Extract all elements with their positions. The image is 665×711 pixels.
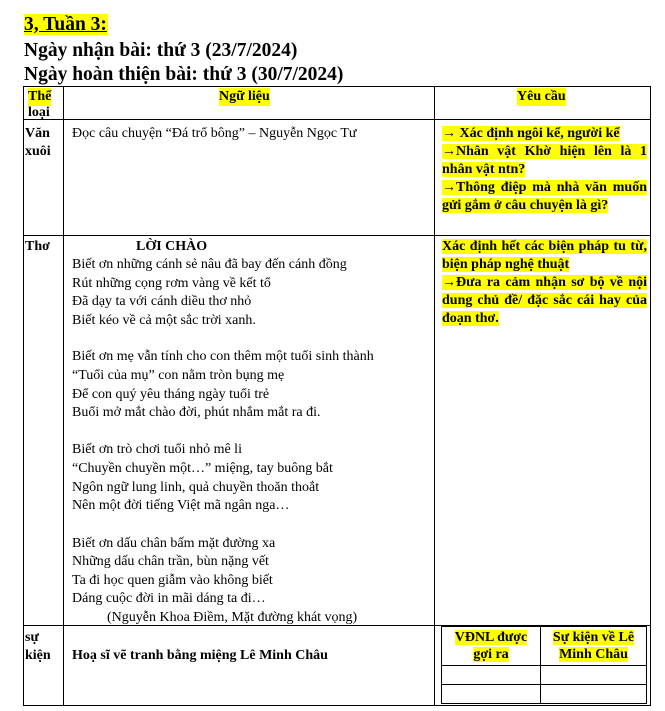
poem-line: Ngôn ngữ lung linh, quả chuyền thoăn thoắt	[72, 480, 320, 495]
poem-line: Dáng cuộc đời in mãi dáng ta đi…	[72, 591, 266, 606]
requirement-item: →Đưa ra cảm nhận sơ bộ về nội dung chủ đề/ đặc sắc cái hay của đoạn thơ.	[442, 275, 647, 326]
genre-poem: Thơ	[25, 239, 50, 254]
poem-line: “Chuyền chuyền một…” miệng, tay buông bắt	[72, 461, 333, 476]
col-header-requirement: Yêu cầu	[517, 89, 566, 104]
week-heading: 3, Tuần 3:	[24, 14, 107, 35]
table-border-left	[23, 86, 24, 706]
table-row-divider	[23, 119, 650, 120]
genre-prose-line2: xuôi	[25, 144, 51, 159]
poem-title: LỜI CHÀO	[136, 239, 208, 254]
requirement-item: Xác định hết các biện pháp tu từ, biện pháp nghệ thuật	[442, 239, 647, 272]
requirement-item: →Nhân vật Khờ hiện lên là 1 nhân vật ntn?	[442, 144, 647, 177]
col-header-genre-line1: Thể	[28, 89, 52, 104]
poem-line: Những dấu chân trần, bùn nặng vết	[72, 554, 269, 569]
genre-prose-line1: Văn	[25, 126, 50, 141]
genre-event-line1: sự	[25, 630, 39, 645]
table-col-divider	[434, 86, 435, 706]
poem-line: Biết kéo về cả một sắc trời xanh.	[72, 313, 256, 328]
subtable-border-bottom	[441, 703, 647, 704]
poem-source: (Nguyễn Khoa Điềm, Mặt đường khát vọng)	[107, 610, 358, 625]
col-header-genre-line2: loại	[28, 105, 50, 120]
poem-line: Biết ơn những cánh sẻ nâu đã bay đến cánh đồng	[72, 257, 347, 272]
subtable-row-divider	[441, 665, 647, 666]
subtable-border-right	[646, 626, 647, 704]
poem-requirements	[442, 238, 647, 328]
poem-line: Đã dạy ta với cánh diều thơ nhỏ	[72, 294, 252, 309]
subtable-header-competency: VĐNL được gợi ra	[454, 630, 528, 662]
requirement-item: →Thông điệp mà nhà văn muốn gửi gắm ở câu chuyện là gì?	[442, 180, 647, 213]
poem-line: Biết ơn dấu chân bấm mặt đường xa	[72, 536, 276, 551]
poem-line: Biết ơn mẹ vẫn tính cho con thêm một tuổi sinh thành	[72, 349, 374, 364]
poem-line: “Tuổi của mụ” con nằm tròn bụng mẹ	[72, 368, 285, 383]
poem-line: Rút những cọng rơm vàng về kết tổ	[72, 276, 271, 291]
poem-line: Ta đi học quen giẫm vào không biết	[72, 573, 273, 588]
requirement-item: → Xác định ngôi kể, người kể	[442, 126, 620, 141]
completed-date: Ngày hoàn thiện bài: thứ 3 (30/7/2024)	[24, 64, 344, 85]
prose-material: Đọc câu chuyện “Đá trổ bông” – Nguyễn Ngọc Tư	[72, 126, 357, 141]
table-col-divider	[63, 86, 64, 706]
genre-event-line2: kiện	[25, 648, 51, 663]
table-row-divider	[23, 235, 650, 236]
subtable-row-divider	[441, 684, 647, 685]
received-date: Ngày nhận bài: thứ 3 (23/7/2024)	[24, 40, 298, 61]
subtable-header-event: Sự kiện về Lê Minh Châu	[552, 630, 635, 662]
table-border-right	[650, 86, 651, 706]
subtable-col-divider	[540, 626, 541, 704]
poem-line: Biết ơn trò chơi tuổi nhỏ mê li	[72, 442, 242, 457]
subtable-header-cell	[445, 629, 537, 663]
poem-line: Nên một đời tiếng Việt mã ngân nga…	[72, 498, 290, 513]
event-material: Hoạ sĩ vẽ tranh bằng miệng Lê Minh Châu	[72, 648, 328, 663]
table-border-bottom	[23, 705, 650, 706]
poem-line: Buổi mở mắt chào đời, phút nhắm mắt ra đi.	[72, 405, 321, 420]
poem-line: Để con quý yêu tháng ngày tuổi trẻ	[72, 387, 270, 402]
subtable-border-left	[441, 626, 442, 704]
table-border-top	[23, 86, 650, 87]
prose-requirements	[442, 125, 647, 215]
col-header-material: Ngữ liệu	[219, 89, 270, 104]
subtable-header-cell	[543, 629, 644, 663]
subtable-border-top	[441, 626, 647, 627]
